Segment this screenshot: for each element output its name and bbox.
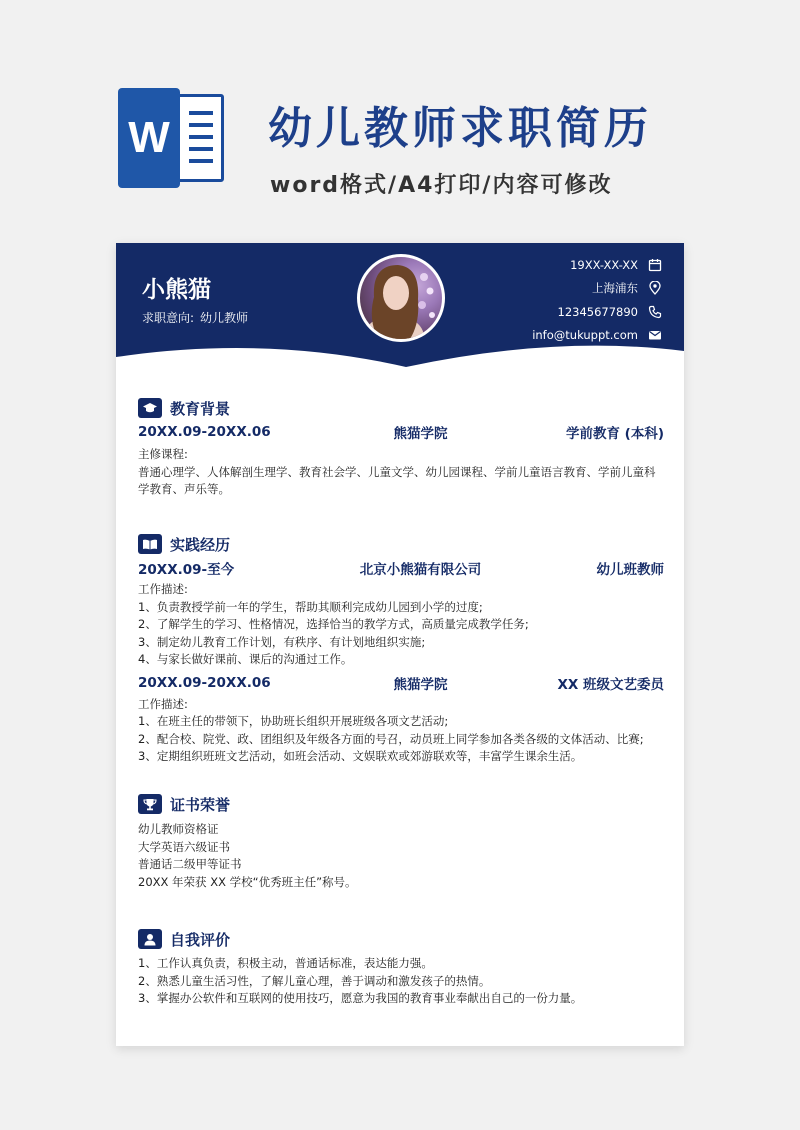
job-2-row xyxy=(138,672,664,694)
email-text: info@tukuppt.com xyxy=(532,328,638,343)
practice-section xyxy=(138,533,664,766)
education-school: 熊猫学院 xyxy=(393,426,448,442)
self-eval-list xyxy=(138,955,664,1008)
job-1-item: 2、了解学生的学习、性格情况，选择恰当的教学方式，高质量完成教学任务; xyxy=(138,617,529,631)
certificate-item: 普通话二级甲等证书 xyxy=(138,857,242,871)
job-1-item: 3、制定幼儿教育工作计划，有秩序、有计划地组织实施; xyxy=(138,634,426,649)
education-title: 教育背景 xyxy=(170,399,231,418)
contact-email xyxy=(532,324,662,348)
job-1-role: 幼儿班教师 xyxy=(596,562,664,578)
job-intent-value: 幼儿教师 xyxy=(200,311,249,325)
phone-icon xyxy=(648,305,662,319)
job-2-org: 熊猫学院 xyxy=(393,676,448,693)
self-eval-title: 自我评价 xyxy=(170,930,231,949)
job-1-desc-label: 工作描述: xyxy=(138,582,188,596)
location-pin-icon xyxy=(648,281,662,295)
calendar-icon xyxy=(648,258,662,272)
certificates-section xyxy=(138,793,664,891)
birthdate-text: 19XX-XX-XX xyxy=(570,257,638,272)
banner-title: 幼儿教师求职简历 xyxy=(268,103,652,154)
word-document-icon xyxy=(118,88,228,188)
contact-phone xyxy=(532,300,662,324)
self-eval-item: 3、掌握办公软件和互联网的使用技巧，愿意为我国的教育事业奉献出自己的一份力量。 xyxy=(138,991,583,1005)
contact-list xyxy=(532,253,662,347)
banner-subtitle: word格式/A4打印/内容可修改 xyxy=(270,173,613,198)
certificate-item: 大学英语六级证书 xyxy=(138,839,230,854)
certificates-header xyxy=(138,793,664,815)
job-2-date: 20XX.09-20XX.06 xyxy=(138,674,271,691)
practice-header xyxy=(138,533,664,555)
self-eval-item: 2、熟悉儿童生活习性，了解儿童心理，善于调动和激发孩子的热情。 xyxy=(138,973,491,988)
job-2-item: 3、定期组织班班文艺活动，如班会活动、文娱联欢或郊游联欢等，丰富学生课余生活。 xyxy=(138,749,583,763)
self-eval-section xyxy=(138,928,664,1008)
resume-page xyxy=(116,243,684,1046)
job-intent-label: 求职意向: xyxy=(142,311,195,325)
job-2-desc-label: 工作描述: xyxy=(138,696,188,711)
certificates-list xyxy=(138,821,664,891)
promo-banner xyxy=(0,0,800,240)
self-eval-header xyxy=(138,928,664,950)
person-icon xyxy=(138,929,162,949)
education-row xyxy=(138,421,664,443)
location-text: 上海浦东 xyxy=(592,281,638,296)
graduation-cap-icon xyxy=(138,398,162,418)
profile-photo xyxy=(357,254,445,342)
practice-title: 实践经历 xyxy=(170,535,231,554)
self-eval-item: 1、工作认真负责，积极主动，普通话标准，表达能力强。 xyxy=(138,956,433,970)
education-major: 学前教育 (本科) xyxy=(565,426,664,442)
courses-label: 主修课程: xyxy=(138,447,188,461)
education-date: 20XX.09-20XX.06 xyxy=(138,424,271,440)
job-1-item: 4、与家长做好课前、课后的沟通过工作。 xyxy=(138,652,353,666)
job-1-date: 20XX.09-至今 xyxy=(138,562,235,578)
education-section xyxy=(138,397,664,499)
courses-text: 普通心理学、人体解剖生理学、教育社会学、儿童文学、幼儿园课程、学前儿童语言教育、学前儿童科学教育、声乐等。 xyxy=(138,464,656,496)
book-icon xyxy=(138,534,162,554)
word-badge: W xyxy=(118,88,180,188)
job-1-row xyxy=(138,557,664,579)
portrait-graphic xyxy=(360,257,442,339)
certificates-title: 证书荣誉 xyxy=(170,795,231,814)
job-1-item: 1、负责教授学前一年的学生，帮助其顺利完成幼儿园到小学的过度; xyxy=(138,599,483,614)
certificate-item: 20XX 年荣获 XX 学校“优秀班主任”称号。 xyxy=(138,874,357,889)
phone-text: 12345677890 xyxy=(557,304,638,319)
job-intent xyxy=(142,309,248,326)
mail-icon xyxy=(648,328,662,342)
certificate-item: 幼儿教师资格证 xyxy=(138,822,219,836)
trophy-icon xyxy=(138,794,162,814)
candidate-name: 小熊猫 xyxy=(142,277,211,303)
contact-location xyxy=(532,277,662,301)
contact-birthdate xyxy=(532,253,662,277)
job-2-item: 1、在班主任的带领下，协助班长组织开展班级各项文艺活动; xyxy=(138,714,449,728)
job-2-item: 2、配合校、院党、政、团组织及年级各方面的号召，动员班上同学参加各类各级的文体活动、比赛; xyxy=(138,731,644,746)
job-2-role: XX 班级文艺委员 xyxy=(557,676,664,693)
education-header xyxy=(138,397,664,419)
job-1-org: 北京小熊猫有限公司 xyxy=(359,562,482,578)
